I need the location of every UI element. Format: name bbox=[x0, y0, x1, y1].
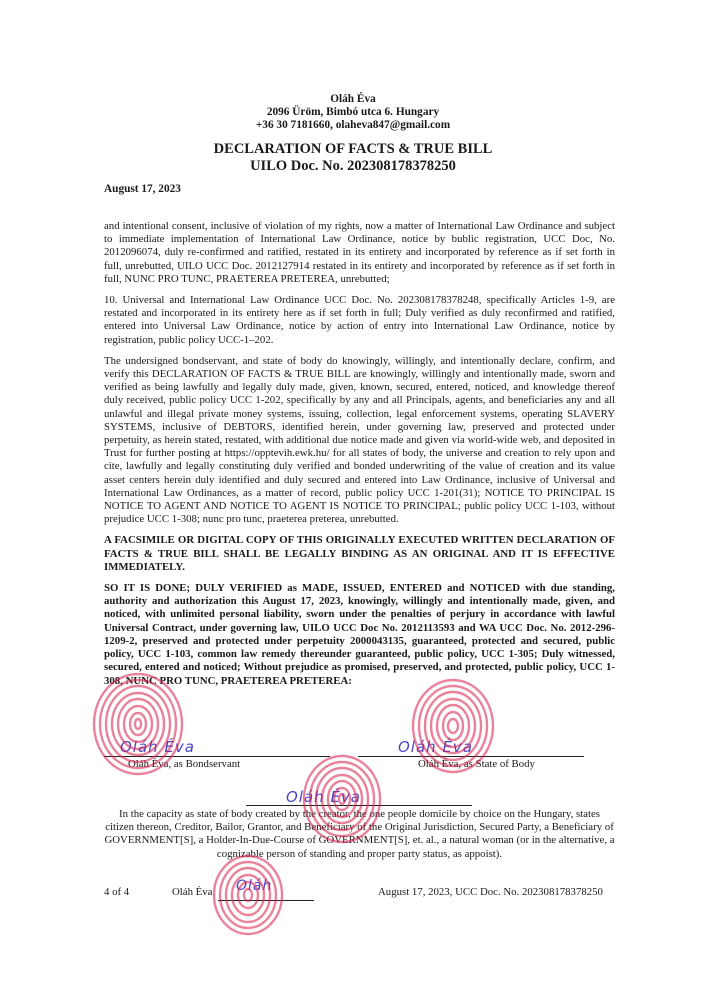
bondservant-signature-line bbox=[104, 756, 330, 757]
footer-signature-line bbox=[218, 900, 314, 901]
document-date: August 17, 2023 bbox=[104, 183, 181, 195]
bondservant-signature: Oláh Éva bbox=[120, 738, 195, 756]
state-of-body-label: Oláh Éva, as State of Body bbox=[418, 758, 535, 770]
fingerprint-footer bbox=[210, 852, 286, 938]
sender-header bbox=[0, 93, 706, 132]
paragraph-ordinance: 10. Universal and International Law Ordinance UCC Doc. No. 202308178378248, specifically Articles 1-9, are restated and incorporated in its entirety here as if set forth in full; Duly verified as duly reconfirmed and ratified, entered into Universal Law Ordinance, notice by action of entry into International Law Ordinance, notice by registration, public policy UCC-1–202. bbox=[104, 294, 615, 346]
footer-reference: August 17, 2023, UCC Doc. No. 202308178378250 bbox=[378, 886, 603, 898]
capacity-signature: Oláh Éva bbox=[286, 788, 361, 806]
paragraph-facsimile: A FACSIMILE OR DIGITAL COPY OF THIS ORIGINALLY EXECUTED WRITTEN DECLARATION OF FACTS & TRUE BILL SHALL BE LEGALLY BINDING AS AN ORIGINAL AND IT IS EFFECTIVE IMMEDIATELY. bbox=[104, 534, 615, 573]
paragraph-so-it-is-done: SO IT IS DONE; DULY VERIFIED as MADE, ISSUED, ENTERED and NOTICED with due standing, authority and authorization this August 17, 2023, knowingly, willingly and intentionally made, given, and noticed, with unlimited personal liability, sworn under the penalties of perjury in accordance with lawful Universal Contract, under governing law, UILO UCC Doc No. 2012113593 and WA UCC Doc. No. 2012-296-1209-2, preserved and protected under perpetuity 2000043135, guaranteed, protected and secured, public policy, UCC 1-103, common law remedy thereunder guaranteed, public policy, UCC 1-305; Duly witnessed, secured, entered and noticed; Without prejudice as promised, preserved, and protected, public policy, UCC 1-308, NUNC PRO TUNC, PRAETEREA PRETEREA: bbox=[104, 582, 615, 687]
sender-address: 2096 Üröm, Bimbó utca 6. Hungary bbox=[266, 106, 440, 118]
document-title-block bbox=[0, 141, 706, 175]
document-number: UILO Doc. No. 202308178378250 bbox=[250, 158, 456, 174]
capacity-statement: In the capacity as state of body created by the creator, the one people domicile by choice on the Hungary, states citizen thereon, Creditor, Bailor, Grantor, and Beneficiary of the Original Jurisdiction, Secured Party, a Beneficiary of GOVERNMENT[S], a Holder-In-Due-Course of GOVERNMENT[S], et. al., a natural woman (or in the alternative, a cognizable person of standing and proper party status, as appoist). bbox=[104, 808, 615, 860]
paragraph-consent: and intentional consent, inclusive of violation of my rights, now a matter of International Law Ordinance and subject to immediate implementation of International Law Ordinance, notice by bublic registration, UCC Doc, No. 2012096074, duly re-confirmed and ratified, restated in its entirety and incorporated by reference as if set forth in full, unrebutted, UILO UCC Doc. 2012127914 restated in its entirety and incorporated by reference as if set forth in full, NUNC PRO TUNC, PRAETEREA PRETEREA, unrebutted; bbox=[104, 220, 615, 285]
paragraph-declaration: The undersigned bondservant, and state of body do knowingly, willingly, and intentionally declare, confirm, and verify this DECLARATION OF FACTS & TRUE BILL are knowingly, willingly and intentionally made, sworn and verified as being lawfully and legally duly made, given, known, secured, entered, noticed, and knowledge thereof duly received, public policy UCC 1-202, specifically by any and all Principals, agents, and beneficiaries any and all unlawful and illegal private money systems, issuing, collection, legal enforcement systems, operating SLAVERY SYSTEMS, inclusive of DEBTORS, identified herein, under governing law, preserved and protected under perpetuity, as herein stated, restated, with additional due notice made and given via world-wide web, and deposited in Trust for further posting at https://opptevih.ewk.hu/ for all states of body, the universe and creation to rely upon and cite, lawfully and legally constituting duly verified and bonded underwriting of the value of creation and its value asset centers herein duly identified and duly secured and entered into Law Ordinance, inclusive of Universal and International Law Ordinances, as a matter of record, public policy UCC 1-201(31); NOTICE TO PRINCIPAL IS NOTICE TO AGENT AND NOTICE TO AGENT IS NOTICE TO PRINCIPAL; public policy UCC 1-103, without prejudice UCC 1-308; nunc pro tunc, praeterea preterea, unrebutted. bbox=[104, 354, 615, 526]
footer-name: Oláh Éva bbox=[172, 886, 213, 898]
state-of-body-signature: Oláh Éva bbox=[398, 738, 473, 756]
sender-contact: +36 30 7181660, olaheva847@gmail.com bbox=[255, 119, 451, 131]
page-number: 4 of 4 bbox=[104, 886, 130, 898]
document-title: DECLARATION OF FACTS & TRUE BILL bbox=[213, 141, 493, 157]
state-of-body-signature-line bbox=[358, 756, 584, 757]
document-body bbox=[104, 220, 615, 696]
bondservant-label: Oláh Éva, as Bondservant bbox=[128, 758, 241, 770]
footer-signature: Oláh bbox=[236, 878, 273, 894]
sender-name: Oláh Éva bbox=[330, 93, 376, 105]
capacity-signature-line bbox=[246, 805, 472, 806]
